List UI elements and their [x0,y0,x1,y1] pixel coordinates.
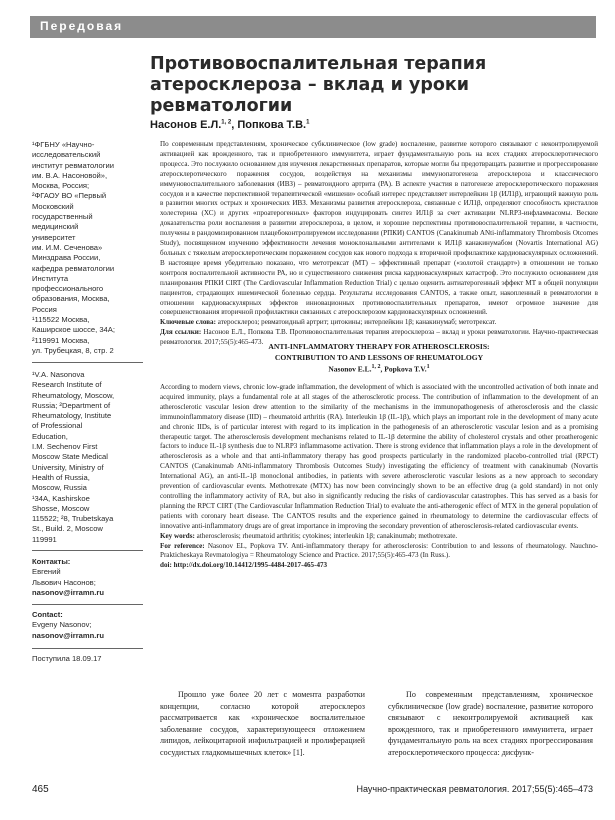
affiliation-en [32,370,143,545]
sidebar-divider [32,362,143,363]
affiliation-line: Каширское шоссе, 34А; [32,325,115,335]
reference-ru-text: Насонов Е.Л., Попкова Т.В. Противовоспалительная терапия атеросклероза – вклад и уроки ревматологии. Научно-практическая ревматология. 2017;55(5):465-473. [160,328,598,347]
abstract-en-text: According to modern views, chronic low-grade inflammation, the development of which is associated with the uncontrolled activation of both innate and acquired immunity, plays a fundamental role at all stages of the atherosclerotic process. The contribution of inflammation to the development of an atherosclerotic vascular lesion drew attention to the similarity of the mechanisms in the immunopathogenesis of atherosclerosis and the classic immunoinflammatory disease (IID) – rheumatoid arthritis (RA). Interleukin 1β (IL-1β), which plays an important role in the development of many acute and chronic IIDs, is of particular interest with regard to its implication in the pathogenesis of an atherosclerotic vascular lesion and as a promising therapeutic target. The atherosclerosis development mechanisms related to IL-1β determine the ability of cholesterol crystals and other proatherogenic factors to induce IL-1β synthesis due to NLRP3 inflammasome activation. There is strong evidence that inflammation plays a role in the development of atherosclerosis as a whole and that anti-inflammatory therapy has good prospects particularly in the randomized placebo-controlled trial (RPCT) CANTOS (Canakinumab ANti-inflammatory Thrombosis Outcomes Study) investigating the efficiency of treatment with canakinumab (Novartis International AG), an anti-IL-1β monoclonal antibodies, in patients with severe atherosclerotic vascular lesions as a new approach to secondary prevention of cardiovascular events. Methotrexate (MTX) has now been convincingly shown to be an effective drug (a gold standard) in not only controlling the inflammatory activity of RA, but also in significantly reducing the risks of cardiovascular catastrophes. This has served as a basis for planning the RPCT CIRT (The Cardiovascular Inflammation Reduction Trial) to evaluate the anti-atherogenic effect of MTX in the general population of patients with coronary heart disease. The CANTOS results and the experience gained in rheumatology to determine the cardiovascular effects of innovative anti-inflammatory drugs are of great importance in improving the secondary prevention of atherosclerosis-related cardiovascular events. [160,383,598,530]
affiliation-line: им. В.А. Насоновой», [32,170,108,180]
affiliation-line: медицинский [32,222,79,232]
abstract-ru-text: По современным представлениям, хроническое субклиническое (low grade) воспаление, развитие которого связывают с неконтролируемой активацией как врожденного, так и приобретенного иммунитета, играет фундаментальную роль на всех стадиях атеросклеротического процесса. Это послужило основанием для изучения лекарственных препаратов, которые могли бы предотвращать развитие и прогрессирование атеросклеротического поражения сосудов, воздействуя на механизмы иммунопатогенеза атеросклероза и классического иммуновоспалительного заболевания (ИВЗ) – ревматоидного артрита (РА). В аспекте участия в патогенезе атеросклеротического поражения сосудов и в качестве перспективной терапевтической «мишени» особый интерес представляет интерлейкин 1β (ИЛ1β), играющий важную роль в развитии многих острых и хронических ИВЗ. Механизмы развития атеросклероза, связанные с ИЛ1β, определяют способность кристаллов холестерина (ХС) и других «проатерогенных» факторов индуцировать синтез ИЛ1β за счет активации NLRP3-инфламмасомы. Веские доказательства роли воспаления в развитии атеросклероза, в целом, и хорошие перспективы противовоспалительной терапии, в частности, получены в рандомизированном плацебоконтролируемом исследовании (РПКИ) CANTOS (Canakinumab ANti-inflammatory Thrombosis Otcomes Study), посвященном изучению эффективности лечения моноклональными антителами к ИЛ1β канакинумабом (Novartis International AG) больных с тяжелым атеросклеротическим поражением сосудов как нового подхода к вторичной профилактике кардиоваскулярных осложнений. В настоящее время убедительно показано, что метотрексат (МТ) – эффективный препарат («золотой стандарт») в отношении не только контроля воспалительной активности РА, но и существенного снижения риска кардиоваскулярных катастроф. Это послужило основанием для планирования РПКИ CIRT (The Cardiovascular Inflammation Reduction Trial) с целью оценить антиатерогенный эффект МТ в общей популяции пациентов, страдающих ишемической болезнью сердца. Результаты исследования CANTOS, а также опыт, накопленный в ревматологии в отношении кардиоваскулярных эффектов инновационных противовоспалительных препаратов, имеют огромное значение для совершенствования вторичной профилактики связанных с атеросклерозом кардиоваскулярных осложнений. [160,140,598,317]
affiliation-line: Moscow State Medical [32,452,108,462]
affiliation-line: Rheumatology, Moscow, [32,390,115,400]
affiliation-line: Минздрава России, [32,253,101,263]
author-separator: , [231,119,238,131]
reference-en-text: Nasonov EL, Popkova TV. Anti-inflammatory therapy for atherosclerosis: Contribution to and lessons of rheumatology. Nauchno-Prakticheskaya Revmatologiya = Rheumatology Science and Practice. 2017;55(5):465-473 (In Russ.). [160,541,598,560]
contact-name-line: Евгений [32,567,61,577]
affiliation-line: Health of Russia, [32,472,90,482]
affiliation-line: University, Ministry of [32,462,104,472]
author-sup: 1 [426,364,430,370]
contact-name-line: Львович Насонов; [32,577,96,587]
affiliation-line: профессионального [32,284,104,294]
affiliation-line: ¹34A, Kashirskoe [32,493,90,503]
abstract-ru [160,140,598,348]
author-name: Попкова Т.В. [237,119,307,131]
author-sup: 1, 2 [371,364,381,370]
received-date [32,654,143,664]
reference-ru-label: Для ссылки: [160,328,202,337]
affiliation-line: ¹ФГБНУ «Научно- [32,140,95,149]
authors-ru [150,119,309,131]
sidebar-divider [32,648,143,649]
affiliation-line: ²ФГАОУ ВО «Первый [32,191,107,201]
body-column-left [160,689,365,759]
contact-en [32,610,143,641]
received-text: Поступила 18.09.17 [32,654,102,663]
author-sup: 1 [306,119,310,126]
author-sup: 1, 2 [221,119,232,126]
body-paragraph: Прошло уже более 20 лет с момента разработки концепции, согласно которой атеросклероз рассматривается как «хроническое воспалительное заболевание сосудов, характеризующееся отложением липидов, лейкоцитарной инфильтрацией и пролиферацией сосудистых гладкомышечных клеток» [1]. [160,690,365,757]
article-title: Противовоспалительная терапия атеросклероза – вклад и уроки ревматологии [150,54,487,116]
affiliation-line: Shosse, Moscow [32,503,90,513]
section-label: Передовая [40,19,124,33]
affiliation-line: Russia; ²Department of [32,400,111,410]
doi-link[interactable]: doi: http://dx.doi.org/10.14412/1995-4484-2017-465-473 [160,561,328,570]
affiliation-line: of Professional [32,421,83,431]
affiliation-line: Moscow, Russia [32,483,87,493]
reference-en [160,542,598,562]
author-name: Popkova T.V. [384,364,427,374]
keywords-ru-label: Ключевые слова: [160,318,216,327]
affiliation-line: институт ревматологии [32,160,115,170]
affiliation-line: государственный [32,212,93,222]
affiliation-line: Россия [32,304,57,314]
doi [160,561,598,571]
body-paragraph: По современным представлениям, хроническое субклиническое (low grade) воспаление, развитие которого связывают с неконтролируемой активацией как врожденного, так и приобретенного иммунитета, играет фундаментальную роль на всех стадиях прогрессирования атеросклеротического процесса: дисфунк- [388,690,593,757]
contact-ru [32,557,143,598]
affiliation-line: университет [32,232,76,242]
affiliation-line: Москва, Россия; [32,181,90,191]
affiliation-line: I.M. Sechenov First [32,442,98,452]
affiliation-line: ¹115522 Москва, [32,315,90,325]
affiliation-ru [32,140,143,356]
keywords-en-label: Key words: [160,531,195,540]
english-title-line: CONTRIBUTION TO AND LESSONS OF RHEUMATOLOGY [274,352,484,362]
author-name: Nasonov E.L. [328,364,372,374]
affiliation-line: им. И.М. Сеченова» [32,242,103,252]
keywords-en [160,532,598,542]
english-title-line: ANTI-INFLAMMATORY THERAPY FOR ATHEROSCLEROSIS: [268,342,490,351]
sidebar-divider [32,604,143,605]
affiliation-line: 119991 [32,534,57,544]
affiliation-line: Education, [32,431,68,441]
reference-en-label: For reference: [160,541,205,550]
keywords-en-text: atherosclerosis; rheumatoid arthritis; cytokines; interleukin 1β; canakinumab; methotrexate. [196,531,458,540]
affiliation-line: Rheumatology, Institute [32,411,112,421]
author-separator: , [380,364,385,374]
affiliation-line: Research Institute of [32,380,102,390]
authors-en [160,364,598,374]
journal-footer: Научно-практическая ревматология. 2017;55(5):465–473 [356,784,593,794]
affiliation-line: ²119991 Москва, [32,335,90,345]
keywords-ru-text: атеросклероз; ревматоидный артрит; цитокины; интерлейкин 1β; канакинумаб; метотрексат. [217,318,497,327]
affiliation-line: ул. Трубецкая, 8, стр. 2 [32,345,114,355]
contact-label: Contact: [32,610,63,619]
affiliation-line: Московский [32,201,74,211]
contact-name-line: Evgeny Nasonov; [32,620,92,630]
author-name: Насонов Е.Л. [150,119,222,131]
body-column-right [388,689,593,759]
contact-label: Контакты: [32,557,71,566]
contact-email[interactable]: nasonov@irramn.ru [32,630,104,640]
abstract-en [160,383,598,571]
english-title [160,342,598,363]
keywords-ru [160,318,598,328]
sidebar-divider [32,550,143,551]
affiliation-line: кафедра ревматологии [32,263,115,273]
affiliation-line: образования, Москва, [32,294,110,304]
affiliation-line: 115522; ²8, Trubetskaya [32,514,114,524]
contact-email[interactable]: nasonov@irramn.ru [32,587,104,597]
affiliation-line: Института [32,273,69,283]
page-number: 465 [32,784,49,795]
affiliation-line: St., Build. 2, Moscow [32,524,103,534]
affiliation-line: ¹V.A. Nasonova [32,370,85,379]
affiliation-line: исследовательский [32,150,101,160]
section-tag [30,16,596,38]
